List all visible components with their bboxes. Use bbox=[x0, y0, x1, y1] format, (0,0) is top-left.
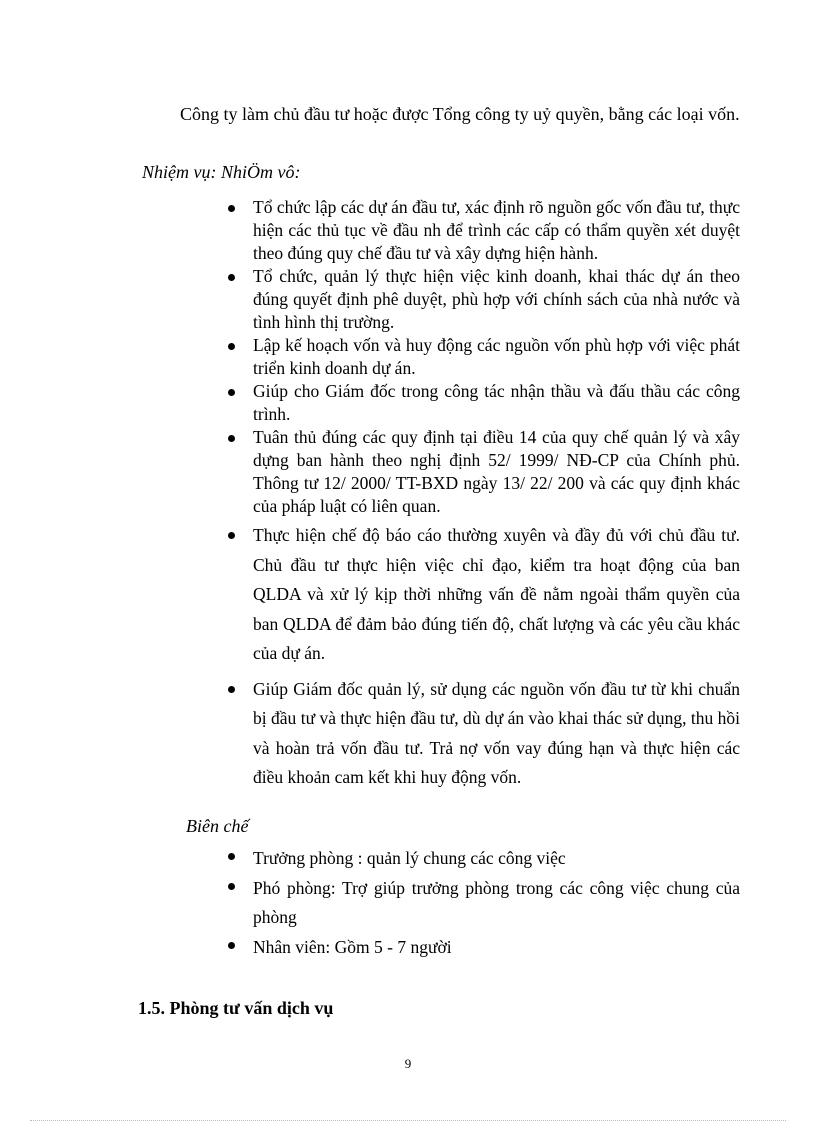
list-item: Phó phòng: Trợ giúp trưởng phòng trong các công việc chung của phòng bbox=[228, 874, 740, 933]
duties-label: Nhiệm vụ: NhiÖm vô: bbox=[142, 162, 301, 182]
list-item: Tổ chức lập các dự án đầu tư, xác định rõ nguồn gốc vốn đầu tư, thực hiện các thủ tục về đầu nh để trình các cấp có thẩm quyền xét duyệt theo đúng quy chế đầu tư và xây dựng hiện hành. bbox=[228, 196, 740, 265]
staffing-list bbox=[228, 844, 740, 962]
staffing-label: Biên chế bbox=[186, 816, 249, 836]
list-item: Nhân viên: Gồm 5 - 7 người bbox=[228, 933, 740, 963]
list-item: Thực hiện chế độ báo cáo thường xuyên và đầy đủ với chủ đầu tư. Chủ đầu tư thực hiện việc chỉ đạo, kiểm tra hoạt động của ban QLDA và xử lý kịp thời những vấn đề nằm ngoài thẩm quyền của ban QLDA để đảm bảo đúng tiến độ, chất lượng và các yêu cầu khác của dự án. bbox=[228, 521, 740, 669]
section-heading: 1.5. Phòng tư vấn dịch vụ bbox=[138, 998, 334, 1018]
footer-divider bbox=[30, 1120, 786, 1121]
list-item: Tuân thủ đúng các quy định tại điều 14 của quy chế quản lý và xây dựng ban hành theo nghị định 52/ 1999/ NĐ-CP của Chính phủ. Thông tư 12/ 2000/ TT-BXD ngày 13/ 22/ 200 và các quy định khác của pháp luật có liên quan. bbox=[228, 426, 740, 518]
list-item: Trưởng phòng : quản lý chung các công việc bbox=[228, 844, 740, 874]
page-number: 9 bbox=[404, 1056, 412, 1071]
list-item: Giúp Giám đốc quản lý, sử dụng các nguồn vốn đầu tư từ khi chuẩn bị đầu tư và thực hiện đầu tư, dù dự án vào khai thác sử dụng, thu hồi và hoàn trả vốn đầu tư. Trả nợ vốn vay đúng hạn và thực hiện các điều khoản cam kết khi huy động vốn. bbox=[228, 675, 740, 793]
list-item: Tổ chức, quản lý thực hiện việc kinh doanh, khai thác dự án theo đúng quyết định phê duyệt, phù hợp với chính sách của nhà nước và tình hình thị trường. bbox=[228, 265, 740, 334]
list-item: Lập kế hoạch vốn và huy động các nguồn vốn phù hợp với việc phát triển kinh doanh dự án. bbox=[228, 334, 740, 380]
duties-list bbox=[228, 196, 740, 799]
intro-paragraph: Công ty làm chủ đầu tư hoặc được Tổng công ty uỷ quyền, bằng các loại vốn. bbox=[180, 104, 740, 124]
list-item: Giúp cho Giám đốc trong công tác nhận thầu và đấu thầu các công trình. bbox=[228, 380, 740, 426]
